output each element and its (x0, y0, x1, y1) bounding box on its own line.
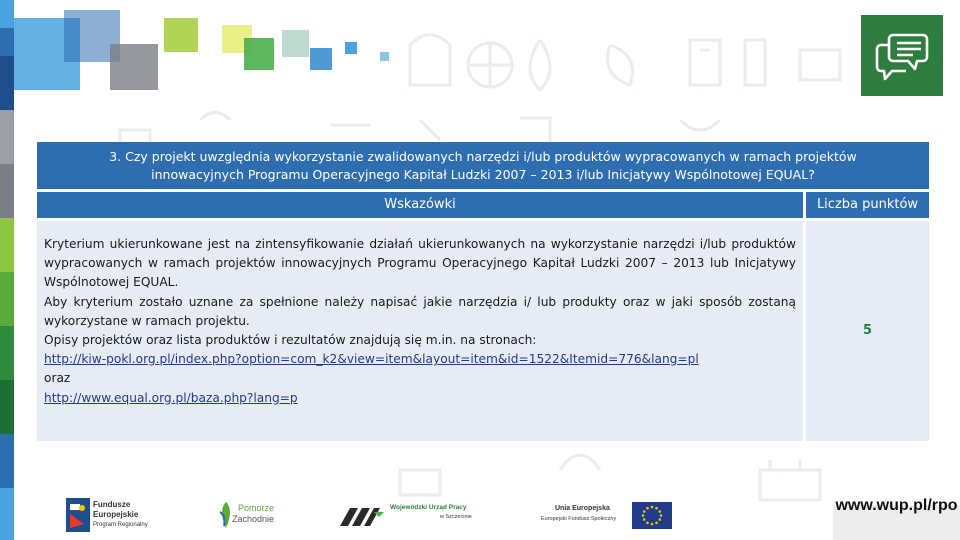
column-header-hints: Wskazówki (37, 192, 803, 218)
logo3-line2: w Szczecinie (440, 514, 472, 520)
hint-paragraph-3: Opisy projektów oraz lista produktów i rezultatów znajdują się m.in. na stronach: (44, 333, 537, 348)
link-equal[interactable]: http://www.equal.org.pl/baza.php?lang=p (44, 390, 298, 405)
hint-paragraph-1: Kryterium ukierunkowane jest na zintensyfikowanie działań ukierunkowanych na wykorzystanie narzędzi i/lub produktów wypracowanych w ramach projektów innowacyjnych Programu Operacyjnego Kapitał Ludzki 2007 – 2013 lub Inicjatywy Wspólnotowej EQUAL. (44, 237, 796, 290)
logo2-line1: Pomorze (238, 503, 275, 513)
logo4-line2: Europejski Fundusz Społeczny (541, 516, 617, 522)
link-kiw-pokl[interactable]: http://kiw-pokl.org.pl/index.php?option=com_k2&view=item&layout=item&id=1522&Itemid=776&lang=pl (44, 352, 699, 367)
question-header (37, 142, 929, 189)
footer-logos (0, 490, 960, 540)
speech-bubbles-icon-box (861, 15, 943, 96)
logo4-line1: Unia Europejska (555, 505, 610, 512)
logo1-line1: Fundusze (93, 500, 131, 509)
hint-oraz: oraz (44, 371, 71, 386)
points-value: 5 (862, 323, 873, 338)
eu-flag-icon (632, 502, 672, 529)
fundusze-europejskie-logo-icon (66, 498, 90, 532)
speech-bubbles-icon (861, 15, 943, 96)
logo1-line2: Europejskie (93, 510, 139, 519)
column-header-points: Liczba punktów (806, 192, 929, 218)
question-text: 3. Czy projekt uwzględnia wykorzystanie zwalidowanych narzędzi i/lub produktów wypracowanych w ramach projektów innowacyjnych Programu Operacyjnego Kapitał Ludzki 2007 – 2013 i/lub Inicjatywy Wspólnotowej EQUAL? (109, 148, 857, 182)
hints-cell (37, 221, 803, 441)
points-cell (806, 221, 929, 441)
hint-paragraph-2: Aby kryterium zostało uznane za spełnione należy napisać jakie narzędzia i/ lub produkty oraz w jaki sposób zostaną wykorzystane w ramach projektu. (44, 294, 796, 328)
logo2-line2: Zachodnie (232, 514, 275, 524)
logo3-line1: Wojewódzki Urząd Pracy (390, 504, 467, 511)
website-url[interactable]: www.wup.pl/rpo (835, 497, 958, 514)
logo1-line3: Program Regionalny (93, 522, 148, 528)
wup-logo-icon (338, 500, 386, 530)
